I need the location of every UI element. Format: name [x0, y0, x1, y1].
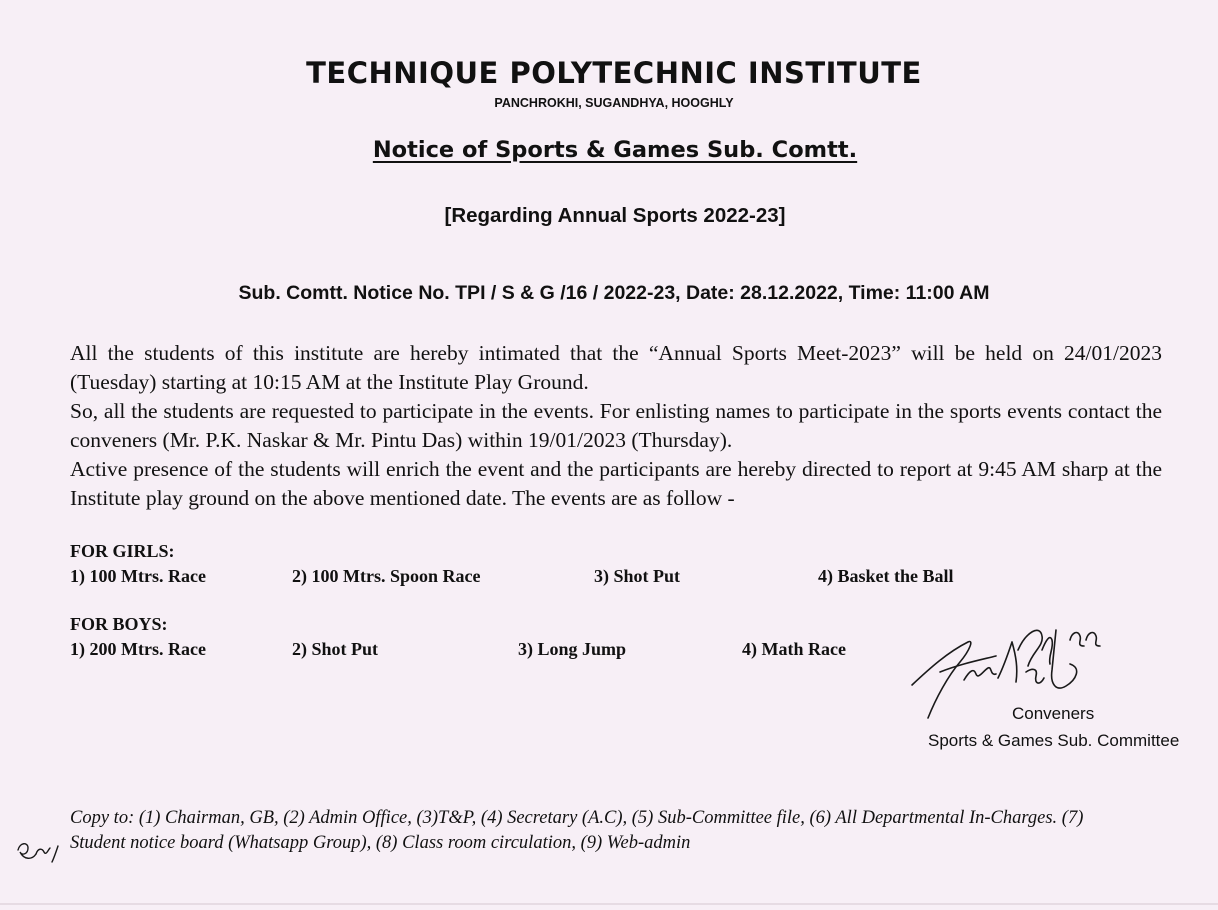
notice-title: Notice of Sports & Games Sub. Comtt.: [372, 137, 858, 163]
signatory-committee: Sports & Games Sub. Committee: [928, 731, 1180, 750]
girls-event-1: 1) 100 Mtrs. Race: [70, 566, 206, 586]
boys-event-1: 1) 200 Mtrs. Race: [70, 639, 206, 659]
girls-event-3: 3) Shot Put: [594, 566, 681, 586]
copy-to-list: Copy to: (1) Chairman, GB, (2) Admin Office, (3)T&P, (4) Secretary (A.C), (5) Sub-Committee file, (6) All Departmental In-Charges. (7) Student notice board (Whatsapp Group), (8) Class room circulation, (9) Web-admin: [70, 808, 1084, 853]
boys-event-3: 3) Long Jump: [518, 639, 627, 659]
girls-event-4: 4) Basket the Ball: [818, 566, 954, 586]
handwritten-initials: [14, 836, 66, 866]
girls-event-2: 2) 100 Mtrs. Spoon Race: [292, 566, 481, 586]
notice-subject: [Regarding Annual Sports 2022-23]: [444, 204, 786, 227]
boys-event-2: 2) Shot Put: [292, 639, 379, 659]
girls-events-heading: FOR GIRLS:: [70, 541, 175, 561]
body-paragraph-2: So, all the students are requested to participate in the events. For enlisting names to participate in the sports events contact the conveners (Mr. P.K. Naskar & Mr. Pintu Das) within 19/01/2023 (Thursday).: [70, 399, 1162, 452]
boys-event-4: 4) Math Race: [742, 639, 846, 659]
signatory-title: Conveners: [1012, 704, 1095, 723]
scan-edge-line: [0, 903, 1218, 905]
institute-address: PANCHROKHI, SUGANDHYA, HOOGHLY: [494, 96, 734, 110]
body-paragraph-3: Active presence of the students will enrich the event and the participants are hereby directed to report at 9:45 AM sharp at the Institute play ground on the above mentioned date. The events are as follow -: [70, 457, 1162, 510]
institute-name: TECHNIQUE POLYTECHNIC INSTITUTE: [306, 56, 922, 90]
body-paragraph-1: All the students of this institute are hereby intimated that the “Annual Sports Meet-2023” will be held on 24/01/2023 (Tuesday) starting at 10:15 AM at the Institute Play Ground.: [70, 341, 1162, 394]
notice-number-date: Sub. Comtt. Notice No. TPI / S & G /16 / 2022-23, Date: 28.12.2022, Time: 11:00 AM: [238, 282, 990, 304]
boys-events-heading: FOR BOYS:: [70, 614, 168, 634]
